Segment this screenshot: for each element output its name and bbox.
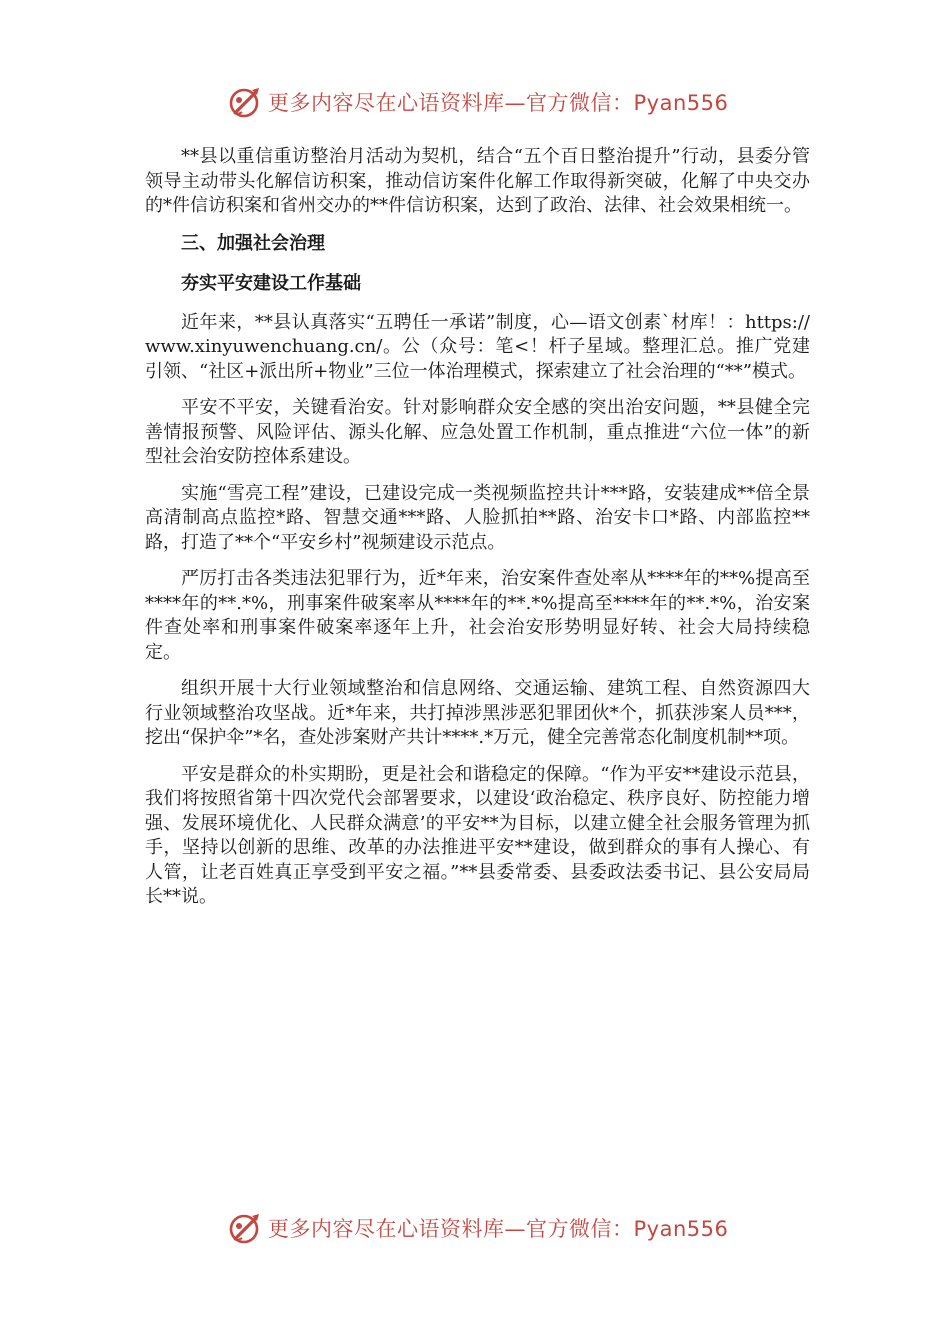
subsection-heading: 夯实平安建设工作基础 xyxy=(181,272,361,294)
paragraph-public-security: 平安不平安，关键看治安。针对影响群众安全感的突出治安问题，**县健全完善情报预警、风险评估、源头化解、应急处置工作机制，重点推进“六位一体”的新型社会治安防控体系建设。 xyxy=(145,397,810,467)
footer-banner-text: 更多内容尽在心语资料库—官方微信：Pyan556 xyxy=(268,1217,729,1241)
header-banner xyxy=(228,82,728,122)
pen-brush-logo-icon xyxy=(228,84,264,120)
paragraph-governance-model: 近年来，**县认真落实“五聘任一承诺”制度，心—语文创素`材库！：https://www.xinyuwenchuang.cn/。公（众号：笔<！杆子星域。整理汇总。推广党建引领、“社区+派出所+物业”三位一体治理模式，探索建立了社会治理的“**”模式。 xyxy=(145,311,810,382)
section-heading: 三、加强社会治理 xyxy=(181,232,325,254)
paragraph-quote: 平安是群众的朴实期盼，更是社会和谐稳定的保障。“作为平安**建设示范县，我们将按照省第十四次党代会部署要求，以建设‘政治稳定、秩序良好、防控能力增强、发展环境优化、人民群众满意’的平安**为目标，以建立健全社会服务管理为抓手，坚持以创新的思维、改革的办法推进平安**建设，做到群众的事有人操心、有人管，让老百姓真正享受到平安之福。”**县委常委、县委政法委书记、县公安局局长**说。 xyxy=(145,763,810,907)
footer-banner xyxy=(228,1208,728,1248)
header-banner-text: 更多内容尽在心语资料库—官方微信：Pyan556 xyxy=(268,91,729,115)
paragraph-xueliang-project: 实施“雪亮工程”建设，已建设完成一类视频监控共计***路，安装建成**倍全景高清制高点监控*路、智慧交通***路、人脸抓拍**路、治安卡口*路、内部监控**路，打造了**个“平安乡村”视频建设示范点。 xyxy=(145,482,810,553)
paragraph-petition: **县以重信重访整治月活动为契机，结合“五个百日整治提升”行动，县委分管领导主动带头化解信访积案，推动信访案件化解工作取得新突破，化解了中央交办的*件信访积案和省州交办的**件信访积案，达到了政治、法律、社会效果相统一。 xyxy=(145,146,810,216)
pen-brush-logo-icon xyxy=(228,1210,264,1246)
paragraph-crime-crackdown: 严厉打击各类违法犯罪行为，近*年来，治安案件查处率从****年的**%提高至****年的**.*%，刑事案件破案率从****年的**.*%提高至****年的**.*%，治安案件查处率和刑事案件破案率逐年上升，社会治安形势明显好转、社会大局持续稳定。 xyxy=(145,568,810,663)
document-body xyxy=(145,145,810,922)
paragraph-industry-rectification: 组织开展十大行业领域整治和信息网络、交通运输、建筑工程、自然资源四大行业领域整治攻坚战。近*年来，共打掉涉黑涉恶犯罪团伙*个，抓获涉案人员***，挖出“保护伞”*名，查处涉案财产共计****.*万元，健全完善常态化制度机制**项。 xyxy=(145,678,810,748)
